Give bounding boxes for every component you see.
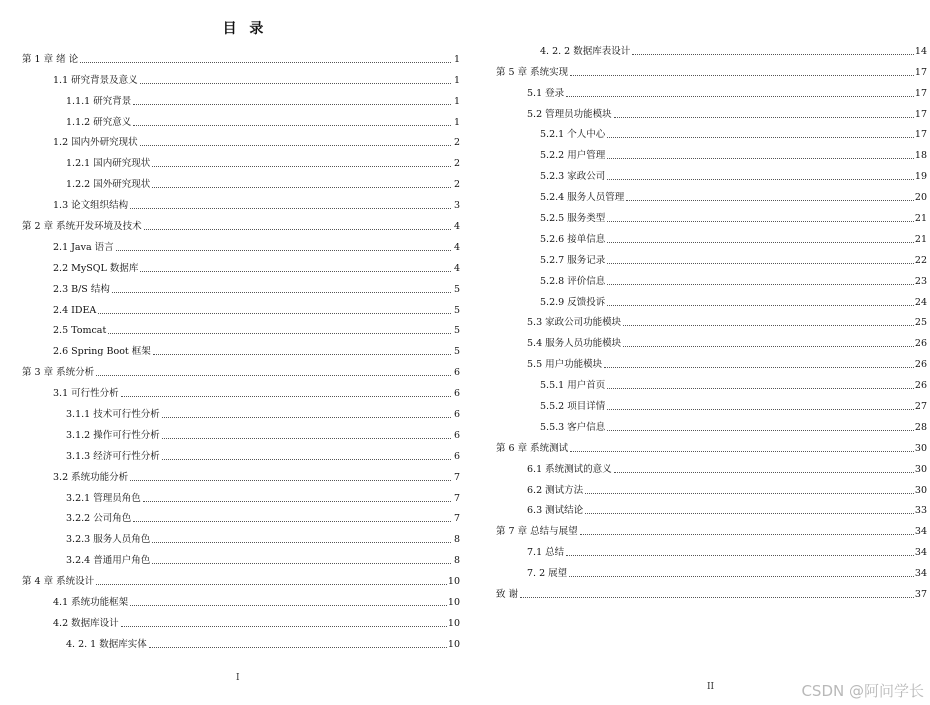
toc-entry[interactable]: [22, 44, 460, 65]
toc-entry[interactable]: [496, 516, 927, 537]
toc-entry-label: 1.3 论文组织结构: [53, 200, 129, 212]
toc-entry-page-number: 6: [453, 409, 460, 421]
toc-entry[interactable]: [22, 378, 460, 399]
dot-leader: [580, 533, 914, 535]
toc-entry-label: 5.1 登录: [527, 87, 565, 99]
dot-leader: [623, 345, 914, 347]
toc-entry[interactable]: [496, 287, 927, 308]
toc-entry[interactable]: [496, 558, 927, 579]
dot-leader: [607, 136, 914, 138]
toc-entry-page-number: 17: [914, 66, 927, 78]
toc-entry-label: 6.1 系统测试的意义: [527, 463, 612, 475]
toc-entry-page-number: 24: [914, 296, 927, 308]
toc-entry-label: 5.5.1 用户首页: [540, 380, 606, 392]
toc-entry-label: 致 谢: [496, 589, 519, 601]
dot-leader: [140, 270, 451, 272]
toc-entry-label: 3.1.2 操作可行性分析: [66, 429, 160, 441]
toc-entry-page-number: 1: [453, 116, 460, 128]
toc-entry-label: 5.2.9 反馈投诉: [540, 296, 606, 308]
toc-entry[interactable]: [22, 295, 460, 316]
dot-leader: [570, 74, 914, 76]
dot-leader: [144, 228, 451, 230]
dot-leader: [585, 512, 914, 514]
toc-entry-label: 5.2.6 接单信息: [540, 233, 606, 245]
dot-leader: [632, 53, 914, 55]
toc-entry-label: 1.1 研究背景及意义: [53, 74, 138, 86]
toc-entry-page-number: 10: [447, 597, 460, 609]
dot-leader: [607, 241, 914, 243]
dot-leader: [140, 144, 451, 146]
toc-entry-page-number: 7: [453, 513, 460, 525]
toc-entry[interactable]: [496, 203, 927, 224]
toc-entry-label: 1.2.1 国内研究现状: [66, 158, 151, 170]
toc-entry[interactable]: [496, 140, 927, 161]
toc-entry-page-number: 21: [914, 233, 927, 245]
toc-entry[interactable]: [22, 211, 460, 232]
dot-leader: [607, 304, 914, 306]
toc-entry-label: 3.2.1 管理员角色: [66, 492, 141, 504]
dot-leader: [153, 353, 451, 355]
toc-entry-page-number: 17: [914, 87, 927, 99]
toc-entry-label: 1.1.1 研究背景: [66, 95, 132, 107]
toc-entry-page-number: 19: [914, 171, 927, 183]
toc-entry[interactable]: [22, 545, 460, 566]
toc-entry-label: 5.2.8 评价信息: [540, 275, 606, 287]
toc-entry-page-number: 26: [914, 338, 927, 350]
toc-entry-label: 5.5.2 项目详情: [540, 401, 606, 413]
dot-leader: [614, 471, 914, 473]
dot-leader: [566, 95, 914, 97]
dot-leader: [152, 562, 451, 564]
toc-entry-label: 1.2.2 国外研究现状: [66, 179, 151, 191]
toc-entry[interactable]: [496, 349, 927, 370]
toc-entry-label: 2.6 Spring Boot 框架: [53, 346, 151, 358]
toc-entry-label: 5.5 用户功能模块: [527, 359, 603, 371]
dot-leader: [130, 479, 451, 481]
page-number-left: I: [236, 673, 240, 683]
toc-entry-page-number: 8: [453, 555, 460, 567]
dot-leader: [607, 220, 914, 222]
dot-leader: [520, 596, 914, 598]
toc-entry-label: 3.2.2 公司角色: [66, 513, 132, 525]
toc-entry-label: 5.3 家政公司功能模块: [527, 317, 622, 329]
dot-leader: [80, 61, 451, 63]
toc-entry-label: 3.2.4 普通用户角色: [66, 555, 151, 567]
toc-entry[interactable]: [22, 107, 460, 128]
dot-leader: [607, 262, 914, 264]
toc-entry[interactable]: [496, 454, 927, 475]
dot-leader: [604, 366, 914, 368]
toc-entry[interactable]: [496, 161, 927, 182]
toc-entry-page-number: 30: [914, 463, 927, 475]
toc-entry-page-number: 10: [447, 617, 460, 629]
toc-entry-page-number: 5: [453, 283, 460, 295]
toc-entry[interactable]: [22, 190, 460, 211]
toc-column-right: [496, 36, 927, 600]
toc-entry-label: 5.5.3 客户信息: [540, 421, 606, 433]
toc-entry-page-number: 2: [453, 158, 460, 170]
dot-leader: [140, 82, 451, 84]
toc-entry-page-number: 25: [914, 317, 927, 329]
toc-entry[interactable]: [496, 78, 927, 99]
dot-leader: [626, 199, 914, 201]
page-number-right: II: [707, 682, 715, 692]
toc-entry[interactable]: [496, 308, 927, 329]
toc-entry-page-number: 6: [453, 388, 460, 400]
toc-entry-label: 4. 2. 2 数据库表设计: [540, 45, 631, 57]
dot-leader: [607, 283, 914, 285]
toc-entry[interactable]: [22, 399, 460, 420]
toc-column-left: [22, 44, 460, 650]
toc-entry-page-number: 22: [914, 254, 927, 266]
toc-entry[interactable]: [22, 357, 460, 378]
dot-leader: [607, 387, 914, 389]
dot-leader: [162, 458, 451, 460]
toc-entry[interactable]: [22, 336, 460, 357]
toc-entry[interactable]: [496, 412, 927, 433]
toc-entry-page-number: 17: [914, 108, 927, 120]
toc-entry-label: 5.2 管理员功能模块: [527, 108, 612, 120]
toc-entry-label: 3.2 系统功能分析: [53, 471, 129, 483]
toc-entry-label: 2.5 Tomcat: [53, 325, 107, 337]
toc-entry-label: 2.2 MySQL 数据库: [53, 262, 139, 274]
toc-entry-page-number: 1: [453, 95, 460, 107]
dot-leader: [96, 374, 451, 376]
toc-entry-label: 5.2.5 服务类型: [540, 213, 606, 225]
dot-leader: [569, 575, 914, 577]
dot-leader: [607, 178, 914, 180]
csdn-watermark: CSDN @阿问学长: [801, 682, 924, 700]
toc-entry-page-number: 26: [914, 380, 927, 392]
toc-entry-page-number: 5: [453, 304, 460, 316]
toc-entry-label: 7. 2 展望: [527, 568, 568, 580]
toc-entry-label: 第 4 章 系统设计: [22, 576, 95, 588]
dot-leader: [98, 312, 451, 314]
dot-leader: [121, 395, 451, 397]
toc-entry-label: 4.1 系统功能框架: [53, 597, 129, 609]
toc-entry[interactable]: [22, 441, 460, 462]
dot-leader: [623, 324, 914, 326]
toc-entry[interactable]: [496, 537, 927, 558]
toc-entry-page-number: 6: [453, 367, 460, 379]
toc-entry-page-number: 34: [914, 526, 927, 538]
toc-entry-label: 1.2 国内外研究现状: [53, 137, 138, 149]
toc-entry-label: 5.2.2 用户管理: [540, 150, 606, 162]
toc-entry-label: 4.2 数据库设计: [53, 617, 119, 629]
dot-leader: [149, 646, 447, 648]
toc-entry[interactable]: [22, 629, 460, 650]
dot-leader: [607, 429, 914, 431]
dot-leader: [121, 625, 447, 627]
dot-leader: [130, 604, 447, 606]
toc-entry[interactable]: [496, 475, 927, 496]
toc-entry[interactable]: [22, 504, 460, 525]
toc-entry-label: 2.3 B/S 结构: [53, 283, 110, 295]
toc-entry[interactable]: [496, 370, 927, 391]
toc-entry[interactable]: [496, 57, 927, 78]
toc-entry-label: 第 2 章 系统开发环境及技术: [22, 221, 142, 233]
toc-entry-page-number: 30: [914, 484, 927, 496]
toc-entry[interactable]: [22, 232, 460, 253]
toc-title: 目 录: [222, 21, 268, 37]
dot-leader: [607, 408, 914, 410]
dot-leader: [143, 500, 451, 502]
toc-entry[interactable]: [22, 148, 460, 169]
toc-entry[interactable]: [22, 274, 460, 295]
toc-entry-page-number: 27: [914, 401, 927, 413]
toc-entry-label: 1.1.2 研究意义: [66, 116, 132, 128]
dot-leader: [614, 116, 914, 118]
toc-entry[interactable]: [22, 524, 460, 545]
toc-entry-label: 3.1 可行性分析: [53, 388, 119, 400]
toc-entry-label: 3.1.1 技术可行性分析: [66, 409, 160, 421]
toc-entry-page-number: 4: [453, 262, 460, 274]
dot-leader: [96, 583, 447, 585]
toc-entry[interactable]: [22, 316, 460, 337]
toc-entry-label: 第 5 章 系统实现: [496, 66, 569, 78]
toc-entry-label: 2.4 IDEA: [53, 304, 97, 316]
toc-entry-label: 第 1 章 绪 论: [22, 53, 79, 65]
toc-entry-page-number: 26: [914, 359, 927, 371]
toc-entry-label: 6.2 测试方法: [527, 484, 584, 496]
toc-entry[interactable]: [22, 420, 460, 441]
toc-entry-label: 5.2.4 服务人员管理: [540, 192, 625, 204]
toc-entry-label: 6.3 测试结论: [527, 505, 584, 517]
toc-entry[interactable]: [22, 253, 460, 274]
toc-entry[interactable]: [496, 245, 927, 266]
toc-entry-page-number: 17: [914, 129, 927, 141]
toc-entry[interactable]: [496, 496, 927, 517]
toc-entry-label: 3.2.3 服务人员角色: [66, 534, 151, 546]
toc-entry-page-number: 21: [914, 213, 927, 225]
toc-entry-label: 第 3 章 系统分析: [22, 367, 95, 379]
toc-entry-page-number: 8: [453, 534, 460, 546]
dot-leader: [133, 124, 451, 126]
toc-entry-page-number: 1: [453, 53, 460, 65]
dot-leader: [130, 207, 451, 209]
toc-entry[interactable]: [22, 128, 460, 149]
toc-entry[interactable]: [22, 86, 460, 107]
dot-leader: [116, 249, 451, 251]
toc-entry[interactable]: [496, 266, 927, 287]
dot-leader: [152, 165, 451, 167]
dot-leader: [133, 103, 451, 105]
toc-entry-label: 5.2.1 个人中心: [540, 129, 606, 141]
dot-leader: [152, 541, 451, 543]
toc-entry-page-number: 28: [914, 421, 927, 433]
toc-entry-page-number: 18: [914, 150, 927, 162]
toc-entry-page-number: 4: [453, 221, 460, 233]
toc-entry[interactable]: [496, 579, 927, 600]
dot-leader: [162, 437, 451, 439]
toc-entry-page-number: 7: [453, 492, 460, 504]
toc-entry-label: 5.2.3 家政公司: [540, 171, 606, 183]
toc-entry[interactable]: [22, 608, 460, 629]
toc-entry-label: 3.1.3 经济可行性分析: [66, 450, 160, 462]
toc-entry-page-number: 37: [914, 589, 927, 601]
toc-entry-page-number: 34: [914, 568, 927, 580]
toc-entry-page-number: 2: [453, 137, 460, 149]
toc-entry[interactable]: [496, 99, 927, 120]
toc-entry[interactable]: [496, 36, 927, 57]
dot-leader: [108, 332, 451, 334]
toc-entry[interactable]: [22, 169, 460, 190]
toc-entry-page-number: 7: [453, 471, 460, 483]
toc-entry[interactable]: [22, 587, 460, 608]
toc-entry-page-number: 6: [453, 450, 460, 462]
dot-leader: [133, 520, 451, 522]
toc-entry-label: 5.2.7 服务记录: [540, 254, 606, 266]
dot-leader: [585, 492, 914, 494]
dot-leader: [566, 554, 914, 556]
dot-leader: [112, 291, 451, 293]
dot-leader: [152, 186, 451, 188]
dot-leader: [570, 450, 914, 452]
toc-entry-page-number: 5: [453, 325, 460, 337]
toc-entry-page-number: 34: [914, 547, 927, 559]
toc-entry-page-number: 23: [914, 275, 927, 287]
toc-entry-label: 2.1 Java 语言: [53, 241, 114, 253]
toc-entry[interactable]: [496, 182, 927, 203]
toc-entry-page-number: 2: [453, 179, 460, 191]
toc-entry-page-number: 14: [914, 45, 927, 57]
toc-entry-label: 第 6 章 系统测试: [496, 442, 569, 454]
toc-entry-label: 7.1 总结: [527, 547, 565, 559]
toc-entry[interactable]: [22, 462, 460, 483]
toc-entry[interactable]: [22, 65, 460, 86]
toc-entry-label: 4. 2. 1 数据库实体: [66, 638, 147, 650]
toc-entry-label: 5.4 服务人员功能模块: [527, 338, 622, 350]
toc-entry-page-number: 5: [453, 346, 460, 358]
toc-entry[interactable]: [496, 391, 927, 412]
toc-entry-page-number: 1: [453, 74, 460, 86]
toc-entry-page-number: 4: [453, 241, 460, 253]
dot-leader: [607, 157, 914, 159]
toc-entry-page-number: 33: [914, 505, 927, 517]
toc-entry[interactable]: [22, 566, 460, 587]
toc-entry[interactable]: [496, 224, 927, 245]
toc-entry-page-number: 30: [914, 442, 927, 454]
toc-entry[interactable]: [496, 433, 927, 454]
toc-entry-page-number: 20: [914, 192, 927, 204]
toc-entry-page-number: 6: [453, 429, 460, 441]
toc-entry-page-number: 3: [453, 200, 460, 212]
toc-entry[interactable]: [496, 120, 927, 141]
toc-entry-label: 第 7 章 总结与展望: [496, 526, 578, 538]
toc-entry-page-number: 10: [447, 576, 460, 588]
dot-leader: [162, 416, 451, 418]
toc-entry[interactable]: [496, 328, 927, 349]
toc-entry-page-number: 10: [447, 638, 460, 650]
toc-entry[interactable]: [22, 483, 460, 504]
